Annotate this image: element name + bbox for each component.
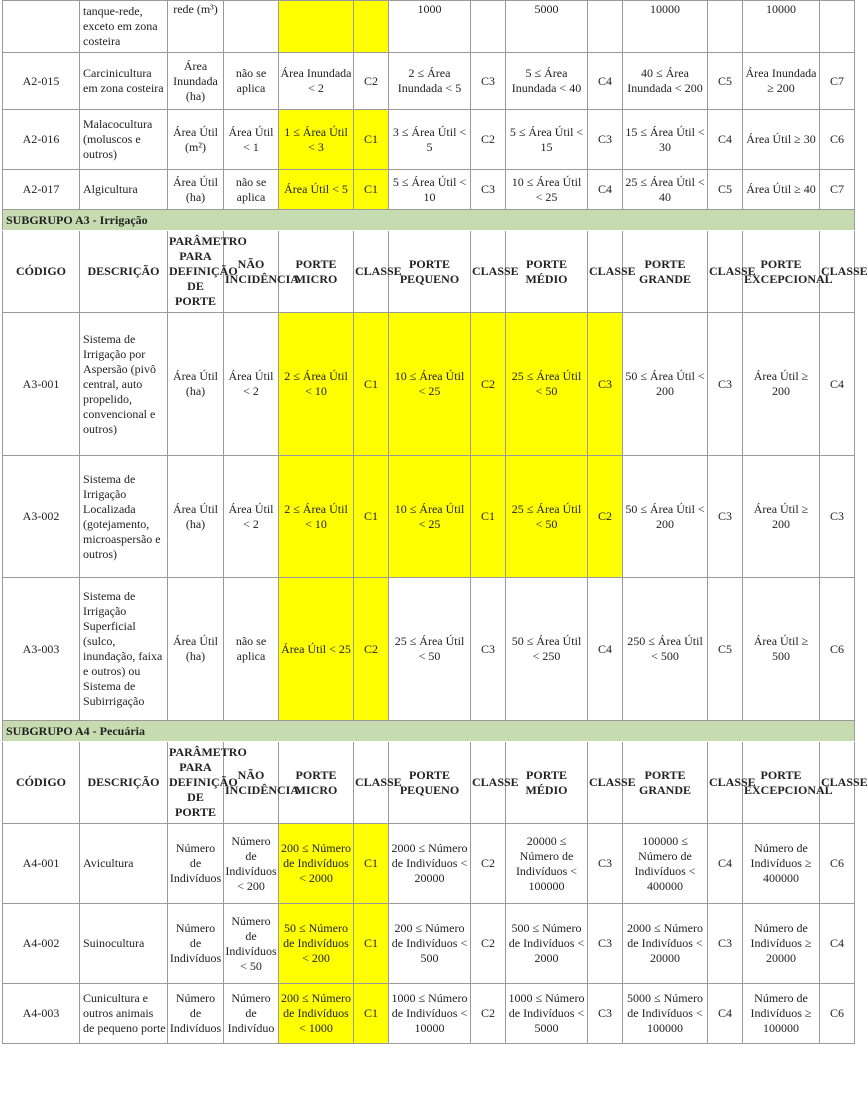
classe-micro-cell: C2 [354, 53, 389, 110]
excepcional-cell: Área Útil ≥ 40 [743, 170, 820, 210]
micro-cell: Área Inundada < 2 [279, 53, 354, 110]
codigo-cell: A4-001 [3, 824, 80, 904]
classe-medio-cell: C3 [588, 110, 623, 170]
codigo-cell: A2-015 [3, 53, 80, 110]
medio-cell: 5000 [506, 1, 588, 53]
classe-excepcional-cell [820, 1, 855, 53]
classe-micro-cell: C1 [354, 824, 389, 904]
pequeno-cell: 10 ≤ Área Útil < 25 [389, 313, 471, 456]
table-body [3, 1, 868, 1044]
header-excepcional: PORTE EXCEPCIONAL [743, 231, 820, 313]
medio-cell: 5 ≤ Área Inundada < 40 [506, 53, 588, 110]
header-classe: CLASSE [588, 742, 623, 824]
classe-grande-cell: C4 [708, 110, 743, 170]
classe-medio-cell: C3 [588, 824, 623, 904]
micro-cell: Área Útil < 5 [279, 170, 354, 210]
classe-grande-cell: C4 [708, 824, 743, 904]
grande-cell: 5000 ≤ Número de Indivíduos < 100000 [623, 984, 708, 1044]
excepcional-cell: Número de Indivíduos ≥ 20000 [743, 904, 820, 984]
header-descricao: DESCRIÇÃO [80, 742, 168, 824]
parametro-cell: Número de Indivíduos [168, 904, 224, 984]
pequeno-cell: 25 ≤ Área Útil < 50 [389, 578, 471, 721]
subgroup-title: SUBGRUPO A3 - Irrigação [3, 210, 855, 231]
descricao-cell: Suinocultura [80, 904, 168, 984]
excepcional-cell: 10000 [743, 1, 820, 53]
header-micro: PORTE MICRO [279, 742, 354, 824]
medio-cell: 5 ≤ Área Útil < 15 [506, 110, 588, 170]
header-descricao: DESCRIÇÃO [80, 231, 168, 313]
nao-incidencia-cell [224, 1, 279, 53]
classe-micro-cell: C1 [354, 313, 389, 456]
table-row [3, 1, 855, 53]
excepcional-cell: Área Inundada ≥ 200 [743, 53, 820, 110]
header-classe: CLASSE [354, 742, 389, 824]
header-classe: CLASSE [708, 231, 743, 313]
nao-incidencia-cell: não se aplica [224, 53, 279, 110]
descricao-cell: Sistema de Irrigação por Aspersão (pivô central, auto propelido, convencional e outros) [80, 313, 168, 456]
porte-classification-table [2, 0, 868, 1044]
descricao-cell: Cunicultura e outros animais de pequeno porte [80, 984, 168, 1044]
micro-cell: 2 ≤ Área Útil < 10 [279, 313, 354, 456]
grande-cell: 40 ≤ Área Inundada < 200 [623, 53, 708, 110]
excepcional-cell: Área Útil ≥ 200 [743, 313, 820, 456]
table-row [3, 578, 855, 721]
classe-micro-cell [354, 1, 389, 53]
pequeno-cell: 3 ≤ Área Útil < 5 [389, 110, 471, 170]
excepcional-cell: Área Útil ≥ 200 [743, 456, 820, 578]
header-nao-incidencia: NÃO INCIDÊNCIA [224, 231, 279, 313]
nao-incidencia-cell: não se aplica [224, 170, 279, 210]
micro-cell: 50 ≤ Número de Indivíduos < 200 [279, 904, 354, 984]
pequeno-cell: 1000 [389, 1, 471, 53]
descricao-cell: Avicultura [80, 824, 168, 904]
classe-excepcional-cell: C6 [820, 110, 855, 170]
pequeno-cell: 5 ≤ Área Útil < 10 [389, 170, 471, 210]
table-row [3, 170, 855, 210]
nao-incidencia-cell: Área Útil < 2 [224, 456, 279, 578]
medio-cell: 500 ≤ Número de Indivíduos < 2000 [506, 904, 588, 984]
micro-cell: 1 ≤ Área Útil < 3 [279, 110, 354, 170]
classe-micro-cell: C1 [354, 984, 389, 1044]
classe-excepcional-cell: C4 [820, 904, 855, 984]
medio-cell: 25 ≤ Área Útil < 50 [506, 313, 588, 456]
classe-pequeno-cell: C1 [471, 456, 506, 578]
classe-medio-cell [588, 1, 623, 53]
micro-cell: 200 ≤ Número de Indivíduos < 1000 [279, 984, 354, 1044]
pequeno-cell: 1000 ≤ Número de Indivíduos < 10000 [389, 984, 471, 1044]
classe-grande-cell: C4 [708, 984, 743, 1044]
pequeno-cell: 2000 ≤ Número de Indivíduos < 20000 [389, 824, 471, 904]
classe-excepcional-cell: C4 [820, 313, 855, 456]
pequeno-cell: 10 ≤ Área Útil < 25 [389, 456, 471, 578]
header-classe: CLASSE [820, 742, 855, 824]
classe-excepcional-cell: C7 [820, 53, 855, 110]
parametro-cell: Número de Indivíduos [168, 824, 224, 904]
header-classe: CLASSE [471, 231, 506, 313]
classe-micro-cell: C1 [354, 110, 389, 170]
classe-grande-cell: C3 [708, 313, 743, 456]
descricao-cell: Carcinicultura em zona costeira [80, 53, 168, 110]
classe-grande-cell [708, 1, 743, 53]
header-parametro: PARÂMETRO PARA DEFINIÇÃO DE PORTE [168, 742, 224, 824]
parametro-cell: Área Inundada (ha) [168, 53, 224, 110]
grande-cell: 2000 ≤ Número de Indivíduos < 20000 [623, 904, 708, 984]
header-medio: PORTE MÉDIO [506, 742, 588, 824]
classe-excepcional-cell: C7 [820, 170, 855, 210]
table-row [3, 53, 855, 110]
header-grande: PORTE GRANDE [623, 231, 708, 313]
header-medio: PORTE MÉDIO [506, 231, 588, 313]
nao-incidencia-cell: Número de Indivíduos < 50 [224, 904, 279, 984]
header-row [3, 231, 855, 313]
parametro-cell: Área Útil (ha) [168, 456, 224, 578]
grande-cell: 100000 ≤ Número de Indivíduos < 400000 [623, 824, 708, 904]
table-row [3, 110, 855, 170]
classe-medio-cell: C4 [588, 170, 623, 210]
micro-cell: 2 ≤ Área Útil < 10 [279, 456, 354, 578]
header-nao-incidencia: NÃO INCIDÊNCIA [224, 742, 279, 824]
pequeno-cell: 200 ≤ Número de Indivíduos < 500 [389, 904, 471, 984]
parametro-cell: Área Útil (m²) [168, 110, 224, 170]
header-classe: CLASSE [708, 742, 743, 824]
descricao-cell: Sistema de Irrigação Localizada (gotejamento, microaspersão e outros) [80, 456, 168, 578]
parametro-cell: Área Útil (ha) [168, 313, 224, 456]
classe-medio-cell: C3 [588, 984, 623, 1044]
classe-grande-cell: C5 [708, 53, 743, 110]
parametro-cell: Área Útil (ha) [168, 170, 224, 210]
descricao-cell: tanque-rede, exceto em zona costeira [80, 1, 168, 53]
grande-cell: 50 ≤ Área Útil < 200 [623, 313, 708, 456]
classe-excepcional-cell: C3 [820, 456, 855, 578]
classe-medio-cell: C4 [588, 53, 623, 110]
classe-grande-cell: C5 [708, 578, 743, 721]
header-micro: PORTE MICRO [279, 231, 354, 313]
grande-cell: 50 ≤ Área Útil < 200 [623, 456, 708, 578]
excepcional-cell: Área Útil ≥ 500 [743, 578, 820, 721]
classe-grande-cell: C3 [708, 456, 743, 578]
classe-excepcional-cell: C6 [820, 824, 855, 904]
micro-cell [279, 1, 354, 53]
header-classe: CLASSE [471, 742, 506, 824]
classe-micro-cell: C1 [354, 456, 389, 578]
grande-cell: 25 ≤ Área Útil < 40 [623, 170, 708, 210]
classe-pequeno-cell: C2 [471, 984, 506, 1044]
parametro-cell: Área Útil (ha) [168, 578, 224, 721]
classe-grande-cell: C3 [708, 904, 743, 984]
micro-cell: Área Útil < 25 [279, 578, 354, 721]
subgroup-title: SUBGRUPO A4 - Pecuária [3, 721, 855, 742]
header-excepcional: PORTE EXCEPCIONAL [743, 742, 820, 824]
header-classe: CLASSE [820, 231, 855, 313]
header-codigo: CÓDIGO [3, 231, 80, 313]
header-classe: CLASSE [588, 231, 623, 313]
classe-grande-cell: C5 [708, 170, 743, 210]
parametro-cell: rede (m³) [168, 1, 224, 53]
descricao-cell: Algicultura [80, 170, 168, 210]
nao-incidencia-cell: Área Útil < 2 [224, 313, 279, 456]
codigo-cell: A3-002 [3, 456, 80, 578]
classe-micro-cell: C1 [354, 170, 389, 210]
classe-pequeno-cell: C3 [471, 170, 506, 210]
header-row [3, 742, 855, 824]
classe-pequeno-cell: C2 [471, 824, 506, 904]
medio-cell: 10 ≤ Área Útil < 25 [506, 170, 588, 210]
header-classe: CLASSE [354, 231, 389, 313]
medio-cell: 50 ≤ Área Útil < 250 [506, 578, 588, 721]
grande-cell: 10000 [623, 1, 708, 53]
table-row [3, 984, 855, 1044]
subgroup-row [3, 721, 855, 742]
codigo-cell: A3-001 [3, 313, 80, 456]
classe-micro-cell: C1 [354, 904, 389, 984]
descricao-cell: Malacocultura (moluscos e outros) [80, 110, 168, 170]
classe-pequeno-cell: C2 [471, 110, 506, 170]
header-pequeno: PORTE PEQUENO [389, 231, 471, 313]
medio-cell: 1000 ≤ Número de Indivíduos < 5000 [506, 984, 588, 1044]
table-row [3, 313, 855, 456]
parametro-cell: Número de Indivíduos [168, 984, 224, 1044]
codigo-cell: A3-003 [3, 578, 80, 721]
excepcional-cell: Área Útil ≥ 30 [743, 110, 820, 170]
nao-incidencia-cell: Área Útil < 1 [224, 110, 279, 170]
classe-micro-cell: C2 [354, 578, 389, 721]
header-parametro: PARÂMETRO PARA DEFINIÇÃO DE PORTE [168, 231, 224, 313]
subgroup-row [3, 210, 855, 231]
classe-medio-cell: C3 [588, 313, 623, 456]
classe-medio-cell: C4 [588, 578, 623, 721]
grande-cell: 250 ≤ Área Útil < 500 [623, 578, 708, 721]
codigo-cell: A4-003 [3, 984, 80, 1044]
excepcional-cell: Número de Indivíduos ≥ 100000 [743, 984, 820, 1044]
classe-pequeno-cell: C2 [471, 313, 506, 456]
classe-pequeno-cell: C2 [471, 904, 506, 984]
codigo-cell: A4-002 [3, 904, 80, 984]
medio-cell: 25 ≤ Área Útil < 50 [506, 456, 588, 578]
classe-medio-cell: C3 [588, 904, 623, 984]
nao-incidencia-cell: não se aplica [224, 578, 279, 721]
medio-cell: 20000 ≤ Número de Indivíduos < 100000 [506, 824, 588, 904]
classe-excepcional-cell: C6 [820, 578, 855, 721]
table-row [3, 824, 855, 904]
header-grande: PORTE GRANDE [623, 742, 708, 824]
codigo-cell: A2-017 [3, 170, 80, 210]
grande-cell: 15 ≤ Área Útil < 30 [623, 110, 708, 170]
descricao-cell: Sistema de Irrigação Superficial (sulco, inundação, faixa e outros) ou Sistema de Subirrigação [80, 578, 168, 721]
classe-excepcional-cell: C6 [820, 984, 855, 1044]
classe-pequeno-cell: C3 [471, 578, 506, 721]
pequeno-cell: 2 ≤ Área Inundada < 5 [389, 53, 471, 110]
header-pequeno: PORTE PEQUENO [389, 742, 471, 824]
classe-pequeno-cell: C3 [471, 53, 506, 110]
excepcional-cell: Número de Indivíduos ≥ 400000 [743, 824, 820, 904]
nao-incidencia-cell: Número de Indivíduo [224, 984, 279, 1044]
nao-incidencia-cell: Número de Indivíduos < 200 [224, 824, 279, 904]
micro-cell: 200 ≤ Número de Indivíduos < 2000 [279, 824, 354, 904]
header-codigo: CÓDIGO [3, 742, 80, 824]
table-row [3, 904, 855, 984]
table-row [3, 456, 855, 578]
classe-pequeno-cell [471, 1, 506, 53]
classe-medio-cell: C2 [588, 456, 623, 578]
codigo-cell [3, 1, 80, 53]
codigo-cell: A2-016 [3, 110, 80, 170]
